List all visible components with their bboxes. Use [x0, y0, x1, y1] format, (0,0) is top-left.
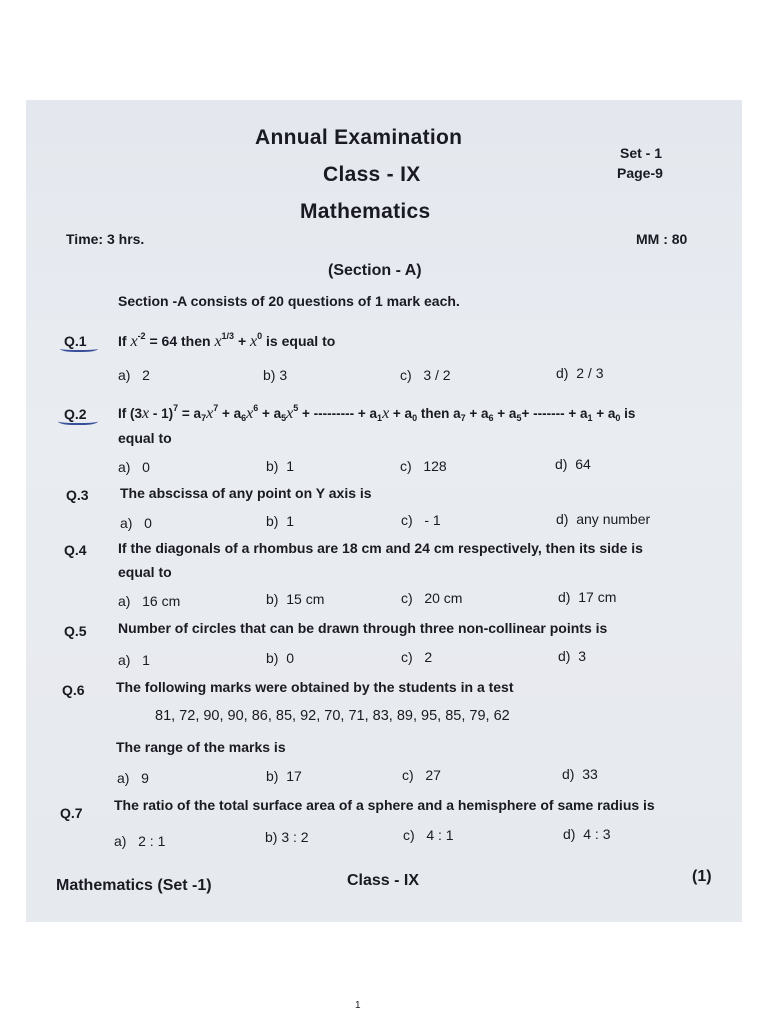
page-label: Page-9 [617, 165, 663, 181]
option-d: d) 4 : 3 [563, 826, 611, 842]
option-c: c) 27 [402, 767, 441, 783]
option-c: c) 4 : 1 [403, 827, 454, 843]
option-b: b) 0 [266, 650, 295, 666]
footer-class: Class - IX [347, 872, 420, 889]
option-c: c) 2 [401, 649, 433, 665]
question-text: The following marks were obtained by the students in a test [116, 679, 514, 695]
page-number: 1 [355, 1000, 361, 1011]
option-a: a) 16 cm [118, 593, 181, 609]
question-text: If $x^{-2} = 64$ then $x^{1/3} + x^0$ is equal to [118, 331, 336, 350]
subject-title: Mathematics [300, 200, 431, 223]
option-b: b) 17 [266, 768, 302, 784]
question-text-line3: The range of the marks is [116, 739, 286, 755]
question-text: The abscissa of any point on Y axis is [120, 485, 372, 501]
option-a: a) 2 : 1 [114, 833, 166, 849]
option-c: c) - 1 [401, 512, 441, 528]
option-a: a) 9 [117, 770, 149, 786]
option-a: a) 2 [118, 367, 150, 383]
question-number: Q.5 [64, 623, 87, 639]
option-b: b) 3 [263, 367, 288, 383]
exam-title: Annual Examination [255, 126, 463, 149]
footer-page: (1) [692, 868, 712, 885]
option-d: d) any number [556, 511, 651, 527]
question-text: Number of circles that can be drawn through three non-collinear points is [118, 620, 608, 636]
question-number: Q.7 [60, 805, 83, 821]
pen-tick-mark [60, 344, 98, 352]
option-d: d) 3 [558, 648, 587, 664]
marks-data-line: 81, 72, 90, 90, 86, 85, 92, 70, 71, 83, 89, 95, 85, 79, 62 [155, 708, 510, 724]
question-number: Q.6 [62, 682, 85, 698]
option-d: d) 33 [562, 766, 598, 782]
option-a: a) 1 [118, 652, 150, 668]
option-d: d) 2 / 3 [556, 365, 604, 381]
option-a: a) 0 [120, 515, 152, 531]
question-number: Q.3 [66, 487, 89, 503]
option-d: d) 17 cm [558, 589, 617, 605]
option-b: b) 1 [266, 513, 295, 529]
question-number: Q.4 [64, 542, 87, 558]
option-c: c) 20 cm [401, 590, 463, 606]
question-number: Q.2 [64, 406, 87, 422]
question-number: Q.1 [64, 333, 87, 349]
option-b: b) 15 cm [266, 591, 325, 607]
max-marks-label: MM : 80 [636, 231, 688, 247]
time-label: Time: 3 hrs. [66, 231, 145, 247]
option-d: d) 64 [555, 456, 591, 472]
section-note: Section -A consists of 20 questions of 1 mark each. [118, 293, 460, 309]
option-b: b) 3 : 2 [265, 829, 309, 845]
footer-subject: Mathematics (Set -1) [56, 877, 212, 894]
question-text-line2: equal to [118, 564, 172, 580]
question-text-line2: equal to [118, 430, 172, 446]
question-text: The ratio of the total surface area of a sphere and a hemisphere of same radius is [114, 797, 655, 813]
set-label: Set - 1 [620, 145, 663, 161]
option-a: a) 0 [118, 459, 150, 475]
pen-tick-mark [58, 416, 98, 425]
question-text: If $(3x - 1)^7 = a_7x^7 + a_6x^6 + a_5x^5$ + --------- + $a_1x + a_0$ then $a_7 + a_6 + a_5+$ ------- + $a_1 + a_0$ is [118, 403, 636, 423]
class-title: Class - IX [323, 163, 421, 186]
option-c: c) 3 / 2 [400, 367, 451, 383]
question-text: If the diagonals of a rhombus are 18 cm and 24 cm respectively, then its side is [118, 540, 643, 556]
section-title: (Section - A) [328, 262, 422, 279]
option-c: c) 128 [400, 458, 447, 474]
option-b: b) 1 [266, 458, 295, 474]
